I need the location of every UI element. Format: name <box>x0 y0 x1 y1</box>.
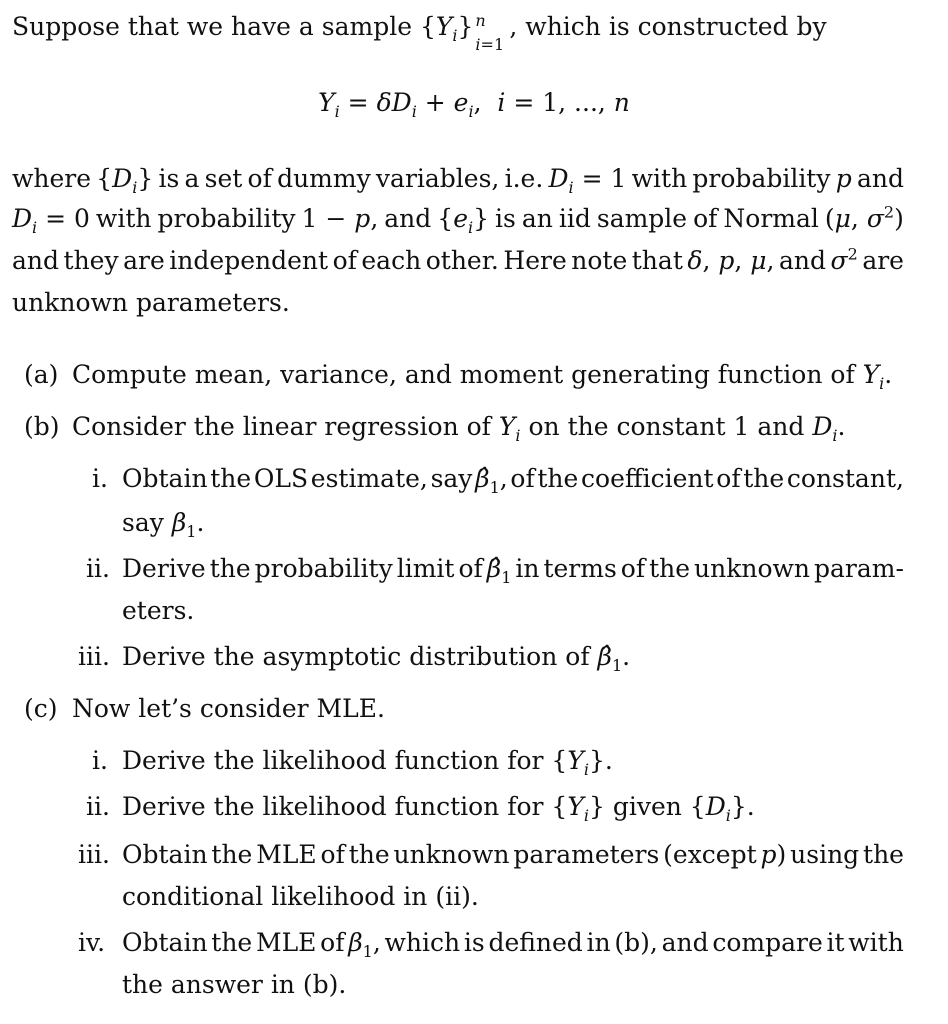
subitem-label: iii. <box>78 642 110 671</box>
subitem-label: ii. <box>86 792 110 821</box>
item-label: (b) <box>24 412 60 441</box>
item-text: Consider the linear regression of $Y_i$ on the constant 1 and $D_i$. <box>72 412 846 445</box>
subitem-label: i. <box>92 464 108 493</box>
item-label: (a) <box>24 360 59 389</box>
problem-document: Suppose that we have a sample $\{Y_i\}$ n i=1 , which is constructed by $Y_i = \delta D_i + e_i$, i = 1, ..., n where $\{D_i\}$ is a set of dummy variables, i.e. $D_i = 1$ with probability p and $D_i = 0$ with probability 1 − p, and $\{e_i\}$ is an iid sample of Normal (μ, $\sigma^2$) and they are independent of each other. Here note that δ, p, μ, and $\sigma^2$ are unknown parameters. (a) Compute mean, variance, and moment generating function of $Y_i$. (b) Consider the linear regression of $Y_i$ on the constant 1 and $D_i$. i. Obtain the OLS estimate, say $\betâ_1$, of the coefficient of the constant, say $\beta_1$. ii. Derive the probability limit of $\betâ_1$ in terms of the unknown param- eters. iii. Derive the asymptotic distribution of $\betâ_1$. (c) Now let’s consider MLE. i. Derive the likelihood function for $\{Y_i\}$. ii. Derive the likelihood function for $\{Y_i\}$ given $\{D_i\}$. iii. Obtain the MLE of the unknown parameters (except p) using the conditional likelihood in (ii). iv. Obtain the MLE of $\beta_1$, which is defined in (b), and compare it with the answer in (b). <box>0 0 948 1024</box>
subitem-text: Derive the probability limit of $\betâ_1$ in terms of the unknown param- <box>122 554 904 587</box>
subitem-label: i. <box>92 746 108 775</box>
subitem-label: iii. <box>78 840 110 869</box>
subitem-text: Derive the likelihood function for $\{Y_i\}$ given $\{D_i\}$. <box>122 792 755 825</box>
subitem-text: Obtain the OLS estimate, say $\betâ_1$, of the coefficient of the constant, <box>122 464 904 497</box>
subitem-text: Derive the likelihood function for $\{Y_i\}$. <box>122 746 613 779</box>
intro-text: Suppose that we have a sample $\{Y_i\}$ n i=1 , which is constructed by <box>12 11 827 54</box>
subitem-label: iv. <box>78 928 106 957</box>
subitem-label: ii. <box>86 554 110 583</box>
display-equation: $Y_i = \delta D_i + e_i$, i = 1, ..., n <box>318 88 630 121</box>
item-label: (c) <box>24 694 58 723</box>
subitem-text: Obtain the MLE of the unknown parameters (except p) using the <box>122 840 904 869</box>
subitem-text: Obtain the MLE of $\beta_1$, which is defined in (b), and compare it with <box>122 928 904 961</box>
subitem-text: Derive the asymptotic distribution of $\betâ_1$. <box>122 642 631 675</box>
item-text: Now let’s consider MLE. <box>72 694 385 723</box>
item-text: Compute mean, variance, and moment generating function of $Y_i$. <box>72 360 893 393</box>
